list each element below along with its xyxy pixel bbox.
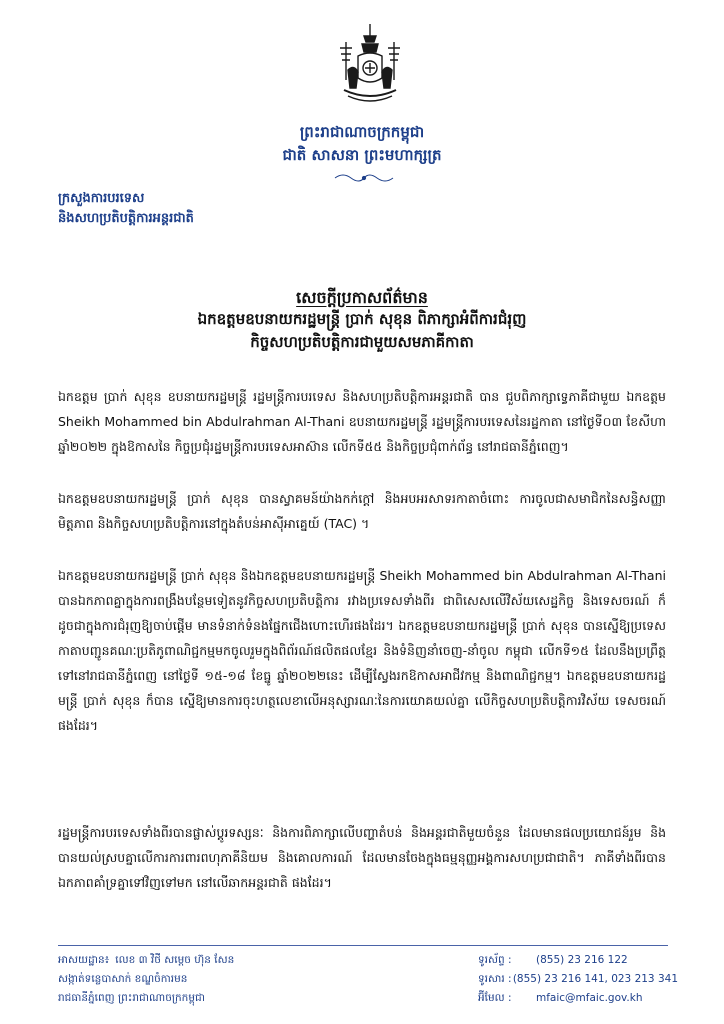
document-title: សេចក្តីប្រកាសព័ត៌មាន	[296, 288, 428, 307]
body-paragraph-4: រដ្ឋមន្ត្រីការបរទេសទាំងពីរបានផ្លាស់ប្តូរទស្សនៈ និងការពិភាក្សាលើបញ្ហាតំបន់ និងអន្តរជាតិមួយចំនួន ដែលមានផលប្រយោជន៍រួម និងបានយល់ស្របគ្នាលើការការពារពហុភាគីនិយម និងគោលការណ៍ ដែលមានចែងក្នុងធម្មនុញ្ញអង្គការសហប្រជាជាតិ។ ភាគីទាំងពីរបានឯកភាពគាំទ្រគ្នាទៅវិញទៅមក នៅលើឆាកអន្តរជាតិ ផងដែរ។	[58, 825, 666, 890]
footer-contacts	[478, 951, 678, 1008]
headline-line2: កិច្ចសហប្រតិបត្តិការជាមួយសមភាគីកាតា	[250, 333, 474, 351]
kingdom-name: ព្រះរាជាណាចក្រកម្ពុជា	[299, 123, 425, 141]
footer-address	[58, 951, 358, 1008]
address-line1: លេខ ៣ វិថី សម្តេច ហ៊ុន សែន	[115, 954, 235, 966]
ministry-name-line1: ក្រសួងការបរទេស	[58, 191, 145, 206]
email-label: អ៊ីមែល :	[478, 992, 512, 1004]
fax-value: (855) 23 216 141, 023 213 341	[512, 973, 678, 985]
phone-label: ទូរស័ព្ទ :	[478, 954, 512, 966]
address-line2: សង្កាត់ទន្លេបាសាក់ ខណ្ឌចំការមន	[58, 973, 188, 985]
email-link[interactable]: mfaic@mfaic.gov.kh	[536, 992, 643, 1004]
ministry-name-line2: និងសហប្រតិបត្តិការអន្តរជាតិ	[58, 211, 194, 226]
address-line3: រាជធានីភ្នំពេញ ព្រះរាជាណាចក្រកម្ពុជា	[58, 992, 205, 1004]
fax-label: ទូរសារ :	[478, 973, 512, 985]
body-paragraph-1: ឯកឧត្តម ប្រាក់ សុខុន ឧបនាយករដ្ឋមន្ត្រី រដ្ឋមន្ត្រីការបរទេស និងសហប្រតិបត្តិការអន្តរជាតិ បាន ជួបពិភាក្សាទ្វេភាគីជាមួយ ឯកឧត្តម Sheikh Mohammed bin Abdulrahman Al-Thani ឧបនាយករដ្ឋមន្ត្រី រដ្ឋមន្ត្រីការបរទេសនៃរដ្ឋកាតា នៅថ្ងៃទី០៣ ខែសីហា ឆ្នាំ២០២២ ក្នុងឱកាសនៃ កិច្ចប្រជុំរដ្ឋមន្ត្រីការបរទេសអាស៊ាន លើកទី៥៥ និងកិច្ចប្រជុំពាក់ព័ន្ធ នៅរាជធានីភ្នំពេញ។	[58, 389, 666, 454]
phone-value: (855) 23 216 122	[536, 954, 628, 966]
footer-divider	[58, 945, 668, 946]
royal-emblem-icon	[334, 22, 406, 106]
address-label: អាសយដ្ឋាន៖	[58, 954, 110, 966]
ornament-divider-icon	[333, 172, 395, 184]
body-paragraph-2: ឯកឧត្តមឧបនាយករដ្ឋមន្ត្រី ប្រាក់ សុខុន បានស្វាគមន៍យ៉ាងកក់ក្តៅ និងអបអរសាទរកាតាចំពោះ ការចូលជាសមាជិកនៃសន្ធិសញ្ញាមិត្តភាព និងកិច្ចសហប្រតិបត្តិការនៅក្នុងតំបន់អាស៊ីអាគ្នេយ៍ (TAC) ។	[58, 491, 666, 531]
headline-line1: ឯកឧត្តមឧបនាយករដ្ឋមន្ត្រី ប្រាក់ សុខុន ពិភាក្សាអំពីការជំរុញ	[197, 310, 527, 328]
body-paragraph-3: ឯកឧត្តមឧបនាយករដ្ឋមន្ត្រី ប្រាក់ សុខុន និងឯកឧត្តមឧបនាយករដ្ឋមន្ត្រី Sheikh Mohammed bin Abdulrahman Al-Thani បានឯកភាពគ្នាក្នុងការពង្រឹងបន្ថែមទៀតនូវកិច្ចសហប្រតិបត្តិការ រវាងប្រទេសទាំងពីរ ជាពិសេសលើវិស័យសេដ្ឋកិច្ច និងទេសចរណ៍ ក៏ដូចជាក្នុងការជំរុញឱ្យចាប់ផ្តើម មានទំនាក់ទំនងផ្នែកជើងហោះហើរផងដែរ។ ឯកឧត្តមឧបនាយករដ្ឋមន្ត្រី ប្រាក់ សុខុន បានស្នើឱ្យប្រទេស កាតាបញ្ជូនគណៈប្រតិភូពាណិជ្ជកម្មមកចូលរួមក្នុងពិព័រណ៍ផលិតផលខ្មែរ និងទំនិញនាំចេញ-នាំចូល កម្ពុជា លើកទី១៥ ដែលនឹងប្រព្រឹត្តទៅនៅរាជធានីភ្នំពេញ នៅថ្ងៃទី ១៥-១៨ ខែធ្នូ ឆ្នាំ២០២២នេះ ដើម្បីស្វែងរកឱកាសអាជីវកម្ម និងពាណិជ្ជកម្ម។ ឯកឧត្តមឧបនាយករដ្ឋមន្ត្រី ប្រាក់ សុខុន ក៏បាន ស្នើឱ្យមានការចុះហត្ថលេខាលើអនុស្សារណៈនៃការយោគយល់គ្នា លើកិច្ចសហប្រតិបត្តិការវិស័យ ទេសចរណ៍ផងដែរ។	[58, 568, 666, 733]
national-motto: ជាតិ សាសនា ព្រះមហាក្សត្រ	[282, 146, 442, 164]
